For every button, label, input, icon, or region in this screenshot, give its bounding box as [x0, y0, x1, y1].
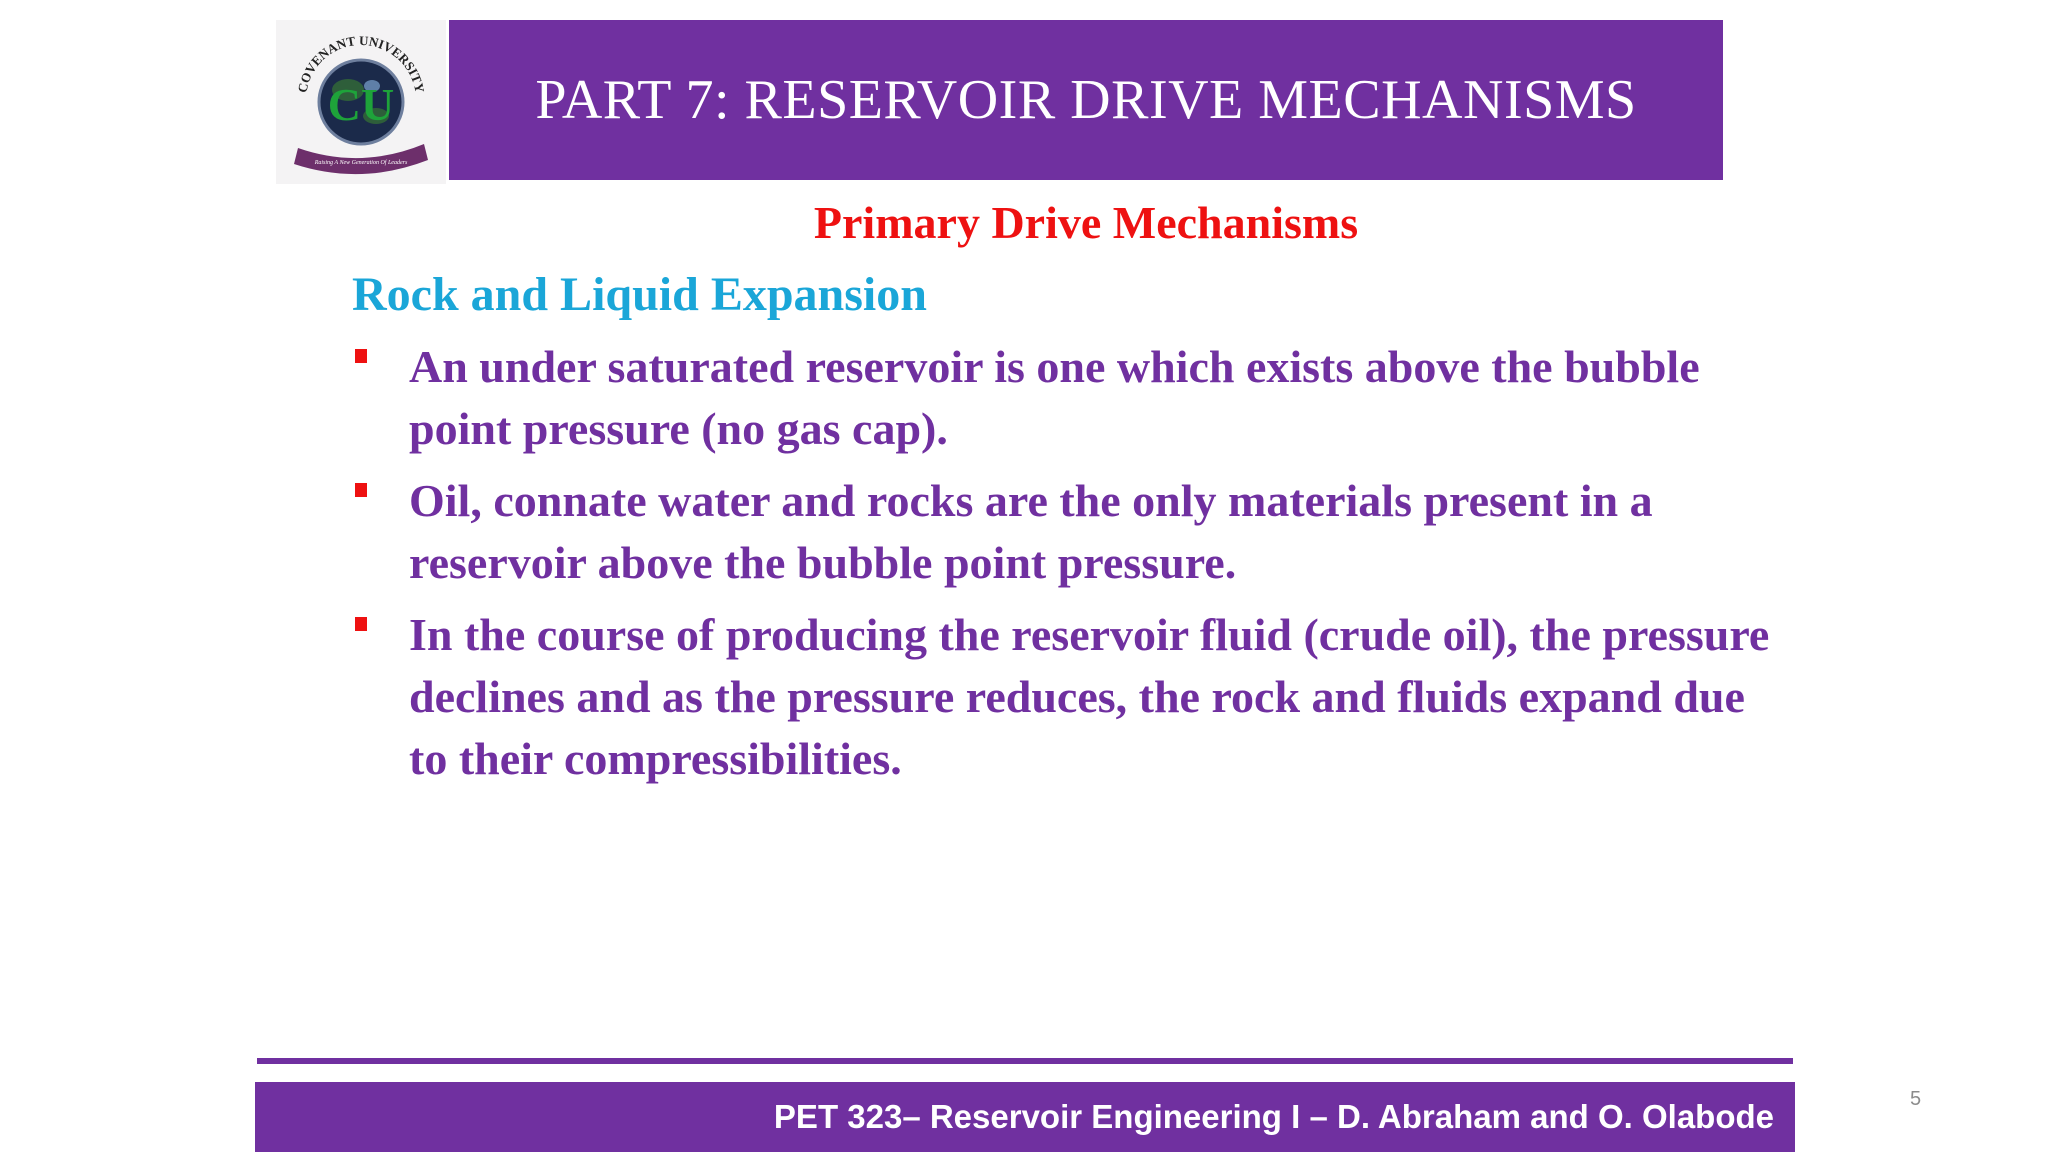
slide-title: PART 7: RESERVOIR DRIVE MECHANISMS	[535, 69, 1637, 131]
logo-monogram: CU	[327, 79, 395, 130]
square-bullet-icon	[355, 483, 367, 497]
footer-course-credit: PET 323– Reservoir Engineering I – D. Abraham and O. Olabode	[773, 1098, 1774, 1135]
logo-ribbon-text: Raising A New Generation Of Leaders	[314, 160, 408, 166]
bullet-text: In the course of producing the reservoir fluid (crude oil), the pressure declines and as the pressure reduces, the rock and fluids expand due to their compressibilities.	[409, 609, 1770, 784]
bullet-list	[352, 336, 1772, 800]
bullet-text: Oil, connate water and rocks are the only materials present in a reservoir above the bubble point pressure.	[409, 475, 1653, 588]
covenant-university-logo	[276, 20, 446, 184]
logo-emblem	[276, 20, 446, 184]
bullet-text: An under saturated reservoir is one which exists above the bubble point pressure (no gas cap).	[409, 341, 1700, 454]
page-number: 5	[1910, 1088, 1922, 1110]
footer-bar	[255, 1082, 1795, 1152]
title-bar	[449, 20, 1723, 180]
bullet-item	[352, 604, 1772, 790]
section-heading: Rock and Liquid Expansion	[352, 268, 927, 321]
square-bullet-icon	[355, 617, 367, 631]
slide-subtitle: Primary Drive Mechanisms	[813, 197, 1359, 248]
bullet-item	[352, 470, 1772, 594]
square-bullet-icon	[355, 349, 367, 363]
footer-divider	[257, 1058, 1793, 1064]
logo-arc-text: COVENANT UNIVERSITY	[294, 32, 428, 94]
bullet-item	[352, 336, 1772, 460]
